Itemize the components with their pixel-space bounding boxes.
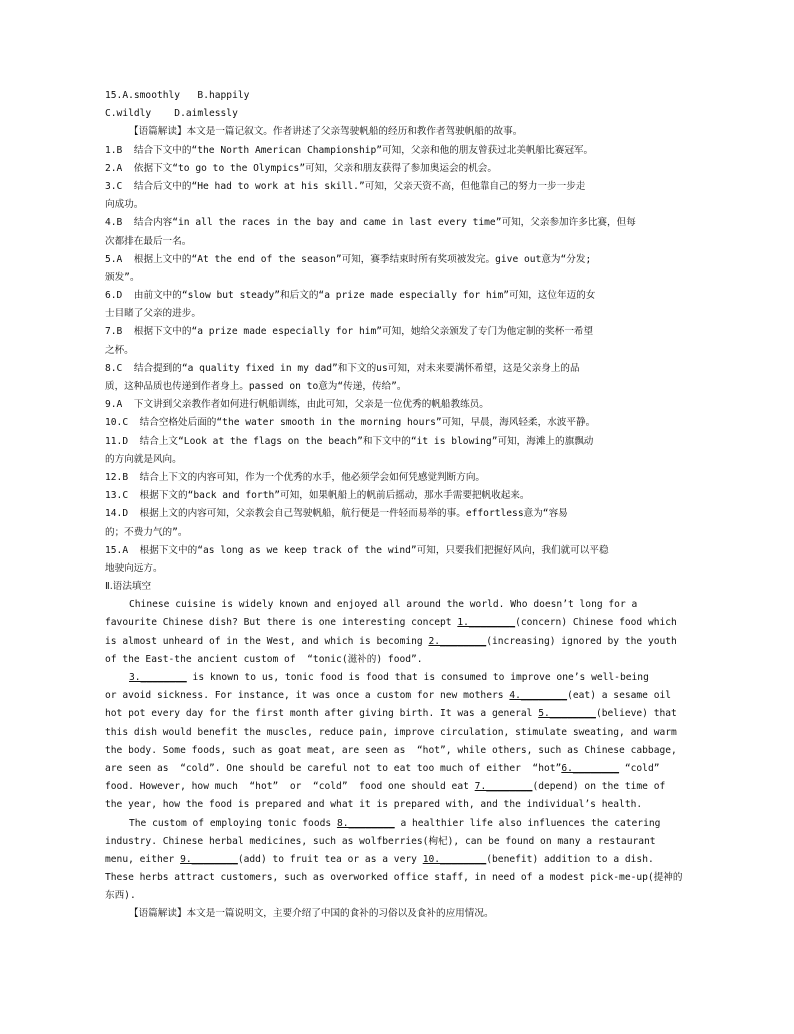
answer-explanation-line: 10.C 结合空格处后面的“the water smooth in the morning hours”可知，早晨，海风轻柔，水波平静。: [105, 417, 596, 429]
answer-explanation-line: 11.D 结合上文“Look at the flags on the beach”和下文中的“it is blowing”可知，海滩上的旗飘动: [105, 435, 594, 447]
document-page: [105, 87, 689, 924]
passage-2-line: 东西).: [105, 890, 136, 902]
passage-2-line: menu, either 9.________(add) to fruit tea or as a very 10.________(benefit) addition to a dish.: [105, 853, 654, 865]
blank-9[interactable]: 9.________: [180, 853, 238, 865]
blank-3[interactable]: 3.________: [129, 672, 187, 683]
answer-explanation-line: 3.C 结合后文中的“He had to work at his skill.”可知，父亲天资不高，但他靠自己的努力一步一步走: [105, 180, 586, 192]
section-title-grammar-fill: Ⅱ.语法填空: [105, 581, 152, 593]
blank-10[interactable]: 10.________: [422, 853, 487, 865]
passage-2-line: industry. Chinese herbal medicines, such as wolfberries(枸杞), can be found on many a restaurant: [105, 835, 656, 847]
answer-explanation-line: 2.A 依据下文“to go to the Olympics”可知，父亲和朋友获得了参加奥运会的机会。: [105, 162, 497, 174]
passage-2-line: the body. Some foods, such as goat meat, are seen as “hot”, while others, such as Chinese cabbage,: [105, 744, 677, 756]
answer-explanation-line: 6.D 由前文中的“slow but steady”和后文的“a prize made especially for him”可知，这位年迈的女: [105, 290, 596, 302]
answer-explanation-line: 的方向就是风向。: [105, 453, 182, 465]
passage-1-analysis: 【语篇解读】本文是一篇记叙文。作者讲述了父亲驾驶帆船的经历和教作者驾驶帆船的故事。: [129, 126, 523, 138]
answer-explanation-line: 7.B 根据下文中的“a prize made especially for him”可知，她给父亲颁发了专门为他定制的奖杯一希望: [105, 326, 594, 338]
blank-7[interactable]: 7.________: [474, 781, 533, 793]
passage-2-line: or avoid sickness. For instance, it was once a custom for new mothers 4.________(eat) a sesame oil: [105, 690, 672, 702]
answer-explanation-line: 13.C 根据下文的“back and forth”可知，如果帆船上的帆前后摇动，那水手需要把帆收起来。: [105, 490, 530, 502]
answer-explanation-line: 质，这种品质也传递到作者身上。passed on to意为“传递，传给”。: [105, 381, 407, 392]
answer-explanation-line: 1.B 结合下文中的“the North American Championship”可知，父亲和他的朋友曾获过北美帆船比赛冠军。: [105, 144, 594, 156]
passage-2-analysis: 【语篇解读】本文是一篇说明文，主要介绍了中国的食补的习俗以及食补的应用情况。: [129, 908, 494, 920]
answer-explanation-line: 12.B 结合上下文的内容可知，作为一个优秀的水手，他必须学会如何凭感觉判断方向。: [105, 471, 486, 483]
passage-2-line: is almost unheard of in the West, and which is becoming 2.________(increasing) ignored by the youth: [105, 635, 677, 647]
answer-explanation-line: 5.A 根据上文中的“At the end of the season”可知，赛季结束时所有奖项被发完。give out意为“分发;: [105, 253, 592, 265]
blank-4[interactable]: 4.________: [509, 690, 568, 702]
passage-2: [105, 596, 689, 905]
answer-explanation-line: 士目睹了父亲的进步。: [105, 308, 201, 320]
answer-explanation-line: 14.D 根据上文的内容可知，父亲教会自己驾驶帆船，航行便是一件轻而易举的事。effortless意为“容易: [105, 508, 568, 520]
answer-explanation-line: 颁发”。: [105, 271, 140, 283]
answer-explanation-line: 8.C 结合提到的“a quality fixed in my dad”和下文的us可知，对未来要满怀希望，这是父亲身上的品: [105, 362, 580, 374]
passage-2-line: 3.________ is known to us, tonic food is food that is consumed to improve one’s well-being: [129, 672, 649, 683]
passage-2-line: of the East-the ancient custom of “tonic(滋补的) food”.: [105, 653, 423, 665]
answer-explanation-line: 的；不费力气的”。: [105, 526, 188, 538]
blank-6[interactable]: 6.________: [561, 762, 620, 774]
passage-2-line: the year, how the food is prepared and what it is prepared with, and the individual’s health.: [105, 799, 643, 811]
passage-2-line: The custom of employing tonic foods 8.________ a healthier life also influences the catering: [129, 817, 661, 829]
answer-explanation-line: 之杯。: [105, 344, 134, 356]
passage-2-line: this dish would benefit the muscles, reduce pain, improve circulation, stimulate sweating, and warm: [105, 726, 677, 738]
passage-2-line: These herbs attract customers, such as overworked office staff, in need of a modest pick-me-up(提神的: [105, 872, 683, 884]
blank-1[interactable]: 1.________: [457, 617, 516, 629]
passage-2-line: favourite Chinese dish? But there is one interesting concept 1.________(concern) Chinese food which: [105, 617, 677, 629]
answer-explanation-line: 向成功。: [105, 199, 144, 211]
answer-explanation-line: 15.A 根据下文中的“as long as we keep track of the wind”可知，只要我们把握好风向，我们就可以平稳: [105, 544, 609, 556]
answer-explanation-line: 次都排在最后一名。: [105, 235, 192, 247]
blank-5[interactable]: 5.________: [538, 708, 596, 720]
passage-2-line: Chinese cuisine is widely known and enjoyed all around the world. Who doesn’t long for a: [129, 599, 638, 611]
answer-explanation-line: 9.A 下文讲到父亲教作者如何进行帆船训练，由此可知，父亲是一位优秀的帆船教练员。: [105, 399, 489, 411]
blank-2[interactable]: 2.________: [428, 635, 487, 647]
answer-explanations: [105, 142, 689, 579]
passage-2-line: are seen as “cold”. One should be careful not to eat too much of either “hot”6.________ “cold”: [105, 762, 660, 774]
passage-2-line: hot pot every day for the first month after giving birth. It was a general 5.________(believe) that: [105, 708, 677, 720]
question-15-options-line-1: 15.A.smoothly B.happily: [105, 90, 250, 101]
question-15-options-line-2: C.wildly D.aimlessly: [105, 108, 238, 120]
passage-2-line: food. However, how much “hot” or “cold” food one should eat 7.________(depend) on the time of: [105, 781, 666, 793]
blank-8[interactable]: 8.________: [336, 817, 395, 829]
answer-explanation-line: 4.B 结合内容“in all the races in the bay and came in last every time”可知，父亲参加许多比赛，但每: [105, 217, 636, 229]
answer-explanation-line: 地驶向远方。: [105, 562, 163, 574]
